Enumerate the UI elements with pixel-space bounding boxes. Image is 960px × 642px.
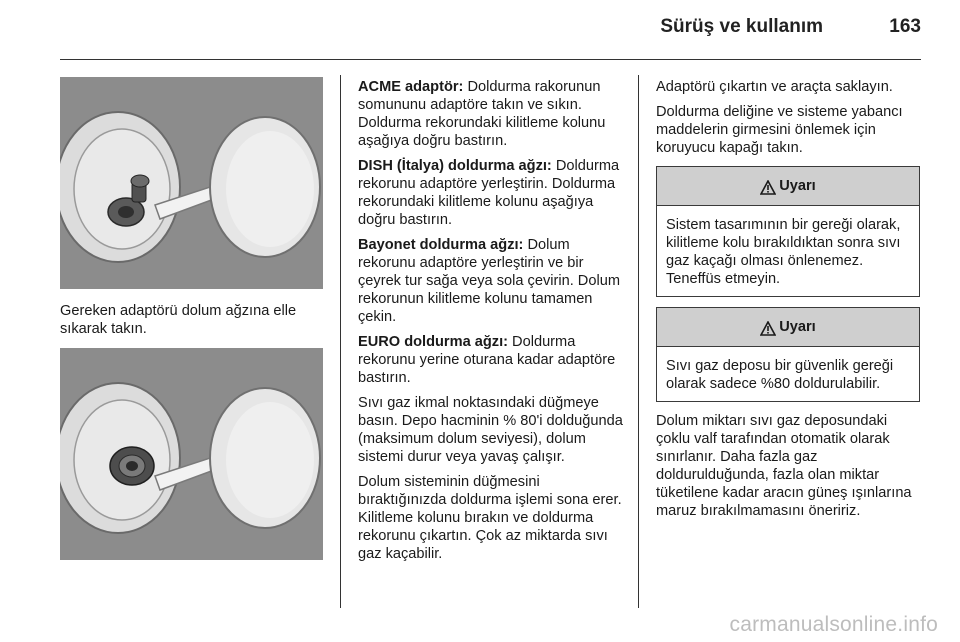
warning-title: Uyarı — [779, 178, 816, 194]
column-divider-left — [340, 75, 341, 608]
text-dish: Doldurma rekorunu adaptöre yerleştirin. Doldurma rekorundaki kilitleme kolunu aşağıya doğru bastırın. — [358, 158, 620, 228]
text-euro: Doldurma rekorunu yerine oturana kadar adaptöre bastırın. — [358, 334, 616, 386]
middle-column — [358, 78, 628, 570]
column-divider-right — [638, 75, 639, 608]
paragraph-dish — [358, 157, 628, 229]
warning-header — [657, 308, 919, 347]
header-divider — [60, 59, 921, 60]
watermark: carmanualsonline.info — [729, 613, 938, 636]
warning-triangle-icon — [760, 321, 776, 336]
text-bayonet: Dolum rekorunu adaptöre yerleştirin ve bir çeyrek tur sağa veya sola çevirin. Dolum rekorunun kilitleme kolunu tamamen çekin. — [358, 237, 620, 325]
right-column — [656, 78, 922, 527]
term-bayonet: Bayonet doldurma ağzı: — [358, 237, 524, 253]
warning-triangle-icon — [760, 180, 776, 195]
paragraph-acme — [358, 78, 628, 150]
warning-title: Uyarı — [779, 319, 816, 335]
paragraph-euro — [358, 333, 628, 387]
paragraph-button: Sıvı gaz ikmal noktasındaki düğmeye basın. Depo hacminin % 80'i dolduğunda (maksimum dolum seviyesi), dolum sistemi durur veya yavaş çalışır. — [358, 395, 623, 465]
warning-header — [657, 167, 919, 206]
term-acme: ACME adaptör: — [358, 79, 464, 95]
warning-box-capacity — [656, 307, 920, 402]
figure-caption: Gereken adaptörü dolum ağzına elle sıkarak takın. — [60, 303, 297, 337]
paragraph-fill-limit: Dolum miktarı sıvı gaz deposundaki çoklu valf tarafından otomatik olarak sınırlanır. Daha fazla gaz doldurulduğunda, fazla olan miktar tüketilene kadar aracın güneş ışınlarına maruz bırakılmamasını öneririz. — [656, 413, 912, 519]
term-euro: EURO doldurma ağzı: — [358, 334, 508, 350]
term-dish: DISH (İtalya) doldurma ağzı: — [358, 158, 552, 174]
section-title: Sürüş ve kullanım — [660, 16, 823, 37]
paragraph-remove-adapter: Adaptörü çıkartın ve araçta saklayın. — [656, 79, 893, 95]
page-number: 163 — [889, 16, 921, 37]
warning-text: Sıvı gaz deposu bir güvenlik gereği olarak sadece %80 doldurulabilir. — [666, 358, 894, 392]
warning-text: Sistem tasarımının bir gereği olarak, kilitleme kolu bırakıldıktan sonra sıvı gaz kaçağı olması önlenemez. Teneffüs etmeyin. — [666, 217, 901, 287]
paragraph-protective-cap: Doldurma deliğine ve sisteme yabancı maddelerin girmesini önlemek için koruyucu kapağı takın. — [656, 104, 903, 156]
warning-box-leak — [656, 166, 920, 297]
figure-adapter-fitted — [60, 77, 323, 289]
figure-filler-neck — [60, 348, 323, 560]
paragraph-release: Dolum sisteminin düğmesini bıraktığınızda doldurma işlemi sona erer. Kilitleme kolunu bırakın ve doldurma rekorunu çıkartın. Çok az miktarda sıvı gaz kaçabilir. — [358, 474, 622, 562]
paragraph-bayonet — [358, 236, 628, 326]
text-acme: Doldurma rakorunun somununu adaptöre takın ve sıkın. Doldurma rekorundaki kilitleme kolunu aşağıya doğru bastırın. — [358, 79, 606, 149]
